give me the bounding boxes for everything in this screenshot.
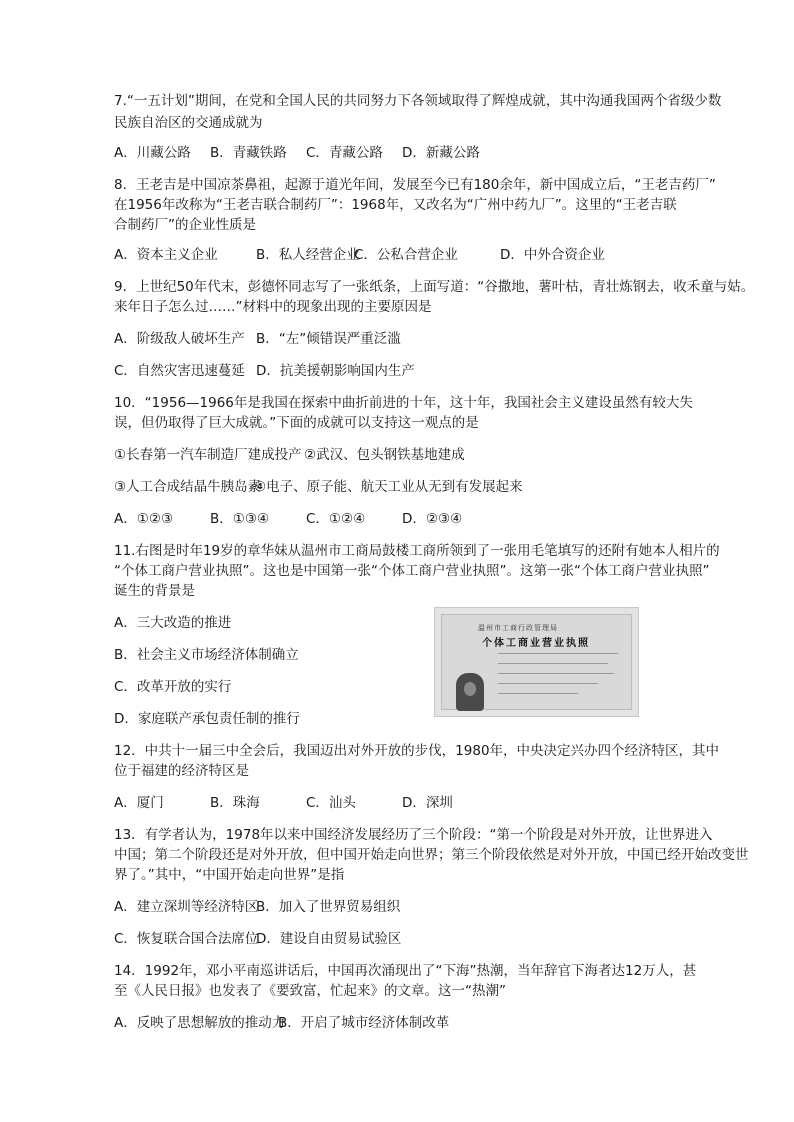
q12-option-d[interactable]: D．深圳 <box>402 795 453 811</box>
q8-option-a[interactable]: A．资本主义企业 <box>114 247 218 263</box>
q10-options <box>114 509 462 529</box>
q12-line-2: 位于福建的经济特区是 <box>114 763 249 779</box>
q10-item-3: ③人工合成结晶牛胰岛素 <box>114 479 262 495</box>
q10-option-b[interactable]: B．①③④ <box>210 511 270 527</box>
license-row <box>498 683 598 684</box>
q12-option-c[interactable]: C．汕头 <box>306 795 356 811</box>
q9-line-2: 来年日子怎么过……”材料中的现象出现的主要原因是 <box>114 299 432 315</box>
q10-option-d[interactable]: D．②③④ <box>402 511 463 527</box>
q12-option-a[interactable]: A．厦门 <box>114 795 164 811</box>
q11-option-b[interactable]: B．社会主义市场经济体制确立 <box>114 647 299 663</box>
q11-line-3: 诞生的背景是 <box>114 583 195 599</box>
q9-option-a[interactable]: A．阶级敌人破坏生产 <box>114 331 245 347</box>
q10-items-row-1 <box>114 445 465 465</box>
q14-option-a[interactable]: A．反映了思想解放的推动力 <box>114 1015 286 1031</box>
license-row <box>498 663 608 664</box>
q7-line-1: 7.“一五计划”期间，在党和全国人民的共同努力下各领域取得了辉煌成就，其中沟通我国两个省级少数 <box>114 93 722 109</box>
q11-option-a[interactable]: A．三大改造的推进 <box>114 615 232 631</box>
q12-options <box>114 793 453 813</box>
q7-line-2: 民族自治区的交通成就为 <box>114 115 263 131</box>
q13-options-row-1 <box>114 897 400 917</box>
q14-options-row-1 <box>114 1013 449 1033</box>
q8-option-d[interactable]: D．中外合资企业 <box>500 247 605 263</box>
q10-line-1: 10．“1956—1966年是我国在探索中曲折前进的十年，这十年，我国社会主义建设虽然有较大失 <box>114 395 693 411</box>
q13-line-3: 界了。”其中，“中国开始走向世界”是指 <box>114 867 345 883</box>
q7-options <box>114 143 480 163</box>
q10-option-a[interactable]: A．①②③ <box>114 511 174 527</box>
license-issuer: 温州市工商行政管理局 <box>478 624 558 632</box>
portrait-photo <box>456 673 484 711</box>
q10-item-2: ②武汉、包头钢铁基地建成 <box>304 447 465 463</box>
q13-line-1: 13．有学者认为，1978年以来中国经济发展经历了三个阶段：“第一个阶段是对外开放，让世界进入 <box>114 827 713 843</box>
q7-option-b[interactable]: B．青藏铁路 <box>210 145 287 161</box>
q9-option-c[interactable]: C．自然灾害迅速蔓延 <box>114 363 245 379</box>
q13-option-c[interactable]: C．恢复联合国合法席位 <box>114 931 259 947</box>
q10-line-2: 误，但仍取得了巨大成就。”下面的成就可以支持这一观点的是 <box>114 415 479 431</box>
q13-line-2: 中国；第二个阶段还是对外开放，但中国开始走向世界；第三个阶段依然是对外开放，中国已经开始改变世 <box>114 847 749 863</box>
q13-options-row-2 <box>114 929 401 949</box>
q8-line-1: 8．王老吉是中国凉茶鼻祖，起源于道光年间，发展至今已有180余年，新中国成立后，“王老吉药厂” <box>114 177 716 193</box>
q8-line-3: 合制药厂”的企业性质是 <box>114 217 256 233</box>
q14-line-1: 14．1992年，邓小平南巡讲话后，中国再次涌现出了“下海”热潮，当年辞官下海者达12万人，甚 <box>114 963 697 979</box>
q10-item-1: ①长春第一汽车制造厂建成投产 <box>114 447 302 463</box>
q13-option-d[interactable]: D．建设自由贸易试验区 <box>256 931 402 947</box>
q9-option-b[interactable]: B．“左”倾错误严重泛滥 <box>256 331 401 347</box>
q7-option-d[interactable]: D．新藏公路 <box>402 145 480 161</box>
license-row <box>498 673 614 674</box>
q10-option-c[interactable]: C．①②④ <box>306 511 366 527</box>
q11-option-c[interactable]: C．改革开放的实行 <box>114 679 232 695</box>
license-document <box>441 614 632 710</box>
q7-option-c[interactable]: C．青藏公路 <box>306 145 383 161</box>
q9-options-row-1 <box>114 329 401 349</box>
q7-option-a[interactable]: A．川藏公路 <box>114 145 191 161</box>
q8-option-b[interactable]: B．私人经营企业 <box>256 247 360 263</box>
business-license-photo <box>434 607 639 717</box>
license-row <box>498 693 578 694</box>
q10-items-row-2 <box>114 477 523 497</box>
q8-line-2: 在1956年改称为“王老吉联合制药厂”：1968年，又改名为“广州中药九厂”。这里的“王老吉联 <box>114 197 677 213</box>
q11-option-d[interactable]: D．家庭联产承包责任制的推行 <box>114 711 300 727</box>
q9-options-row-2 <box>114 361 415 381</box>
q8-options <box>114 245 605 265</box>
q13-option-b[interactable]: B．加入了世界贸易组织 <box>256 899 401 915</box>
q14-option-b[interactable]: B．开启了城市经济体制改革 <box>278 1015 450 1031</box>
q8-option-c[interactable]: C．公私合营企业 <box>354 247 458 263</box>
q12-line-1: 12．中共十一届三中全会后，我国迈出对外开放的步伐，1980年，中央决定兴办四个经济特区，其中 <box>114 743 720 759</box>
q11-line-2: “个体工商户营业执照”。这也是中国第一张“个体工商户营业执照”。这第一张“个体工商户营业执照” <box>114 563 710 579</box>
q12-option-b[interactable]: B．珠海 <box>210 795 260 811</box>
q14-line-2: 至《人民日报》也发表了《要致富，忙起来》的文章。这一“热潮” <box>114 983 506 999</box>
q9-line-1: 9．上世纪50年代末，彭德怀同志写了一张纸条，上面写道：“谷撒地，薯叶枯，青壮炼钢去，收禾童与姑。 <box>114 279 755 295</box>
q9-option-d[interactable]: D．抗美援朝影响国内生产 <box>256 363 415 379</box>
license-row <box>498 653 618 654</box>
license-title: 个体工商业营业执照 <box>482 638 590 649</box>
q10-item-4: ④电子、原子能、航天工业从无到有发展起来 <box>254 479 523 495</box>
q11-line-1: 11.右图是时年19岁的章华妹从温州市工商局鼓楼工商所领到了一张用毛笔填写的还附有她本人相片的 <box>114 543 720 559</box>
q13-option-a[interactable]: A．建立深圳等经济特区 <box>114 899 259 915</box>
